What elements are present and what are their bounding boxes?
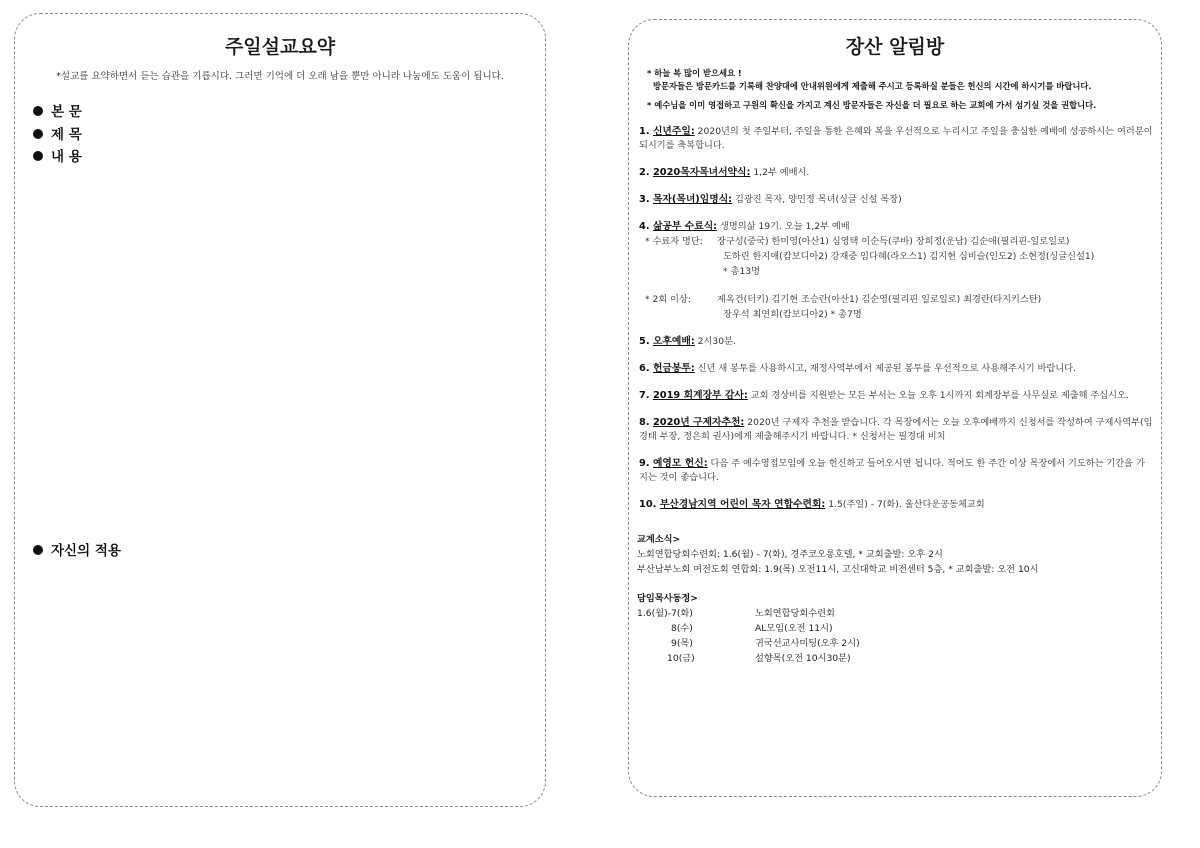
pastor-schedule-table — [637, 606, 1153, 666]
item-heading: 신년주일: — [652, 126, 695, 137]
item-heading: 헌금봉투: — [652, 363, 695, 374]
announcement-item — [639, 166, 1153, 180]
bullet-application — [33, 539, 121, 559]
graduates-list — [639, 234, 1153, 322]
item-number: 8. — [639, 417, 650, 428]
item-number: 5. — [639, 336, 650, 347]
item-text: 2020년의 첫 주일부터, 주일을 통한 은혜와 복을 우선적으로 누리시고 주일을 충심한 예배에 성공하시는 여러분이 되시기를 축복합니다. — [639, 126, 1153, 151]
item-number: 10. — [639, 499, 657, 510]
graduates-line: 도하린 한지애(캄보디아2) 강재중 임다혜(라오스1) 김지현 심비슬(인도2) 소현정(싱글신설1) — [723, 251, 1095, 262]
announcement-list — [639, 125, 1153, 512]
announcement-item — [639, 389, 1153, 403]
pastor-schedule-heading: 담임목사동정> — [637, 593, 698, 604]
schedule-event: 설향목(오전 10시30분) — [755, 653, 851, 664]
notice-greeting: * 하늘 복 많이 받으세요 ! — [647, 68, 742, 78]
announcement-item — [639, 457, 1153, 485]
bullet-label: 내 용 — [51, 149, 82, 165]
item-text: 신년 새 봉투를 사용하시고, 재정사역부에서 제공된 봉투를 우선적으로 사용해주시기 바랍니다. — [697, 363, 1076, 374]
sermon-summary-subtitle: *설교를 요약하면서 듣는 습관을 기릅시다. 그러면 기억에 더 오래 남을 뿐만 아니라 나눔에도 도움이 됩니다. — [56, 71, 504, 82]
item-text: 1.5(주일) - 7(화). 울산다운공동체교회 — [828, 499, 985, 510]
bullet-content — [33, 145, 82, 165]
item-heading: 오후예배: — [652, 336, 695, 347]
schedule-date: 8(수) — [671, 623, 693, 634]
church-news-line: 노회연합당회수련회: 1.6(월) - 7(화), 경주코오롱호텔, * 교회출발: 오후 2시 — [637, 549, 943, 560]
announcement-item — [639, 335, 1153, 349]
schedule-date: 10(금) — [667, 653, 695, 664]
schedule-date: 9(목) — [671, 638, 693, 649]
announcement-item — [639, 416, 1153, 444]
item-number: 6. — [639, 363, 650, 374]
item-number: 7. — [639, 390, 650, 401]
announcement-item — [639, 498, 1153, 512]
schedule-row — [637, 651, 1153, 666]
graduates-line: 제옥건(터키) 김기현 조승란(아산1) 김순영(필리핀 일로일로) 최경란(타지키스탄) — [717, 294, 1042, 305]
announcement-item — [639, 220, 1153, 322]
item-heading: 목자(목녀)임명식: — [652, 194, 733, 205]
item-heading: 삶공부 수료식: — [652, 221, 718, 232]
item-text: 김광진 목자, 양민정 목녀(싱글 신설 목장) — [735, 194, 902, 205]
bullet-label: 본 문 — [51, 104, 82, 120]
schedule-date: 1.6(월)-7(화) — [637, 608, 693, 619]
notice-believers: * 예수님을 이미 영접하고 구원의 확신을 가지고 계신 방문자들은 자신을 더 필요로 하는 교회에 가서 섬기실 것을 권합니다. — [647, 100, 1097, 110]
schedule-event: 귀국선교사미팅(오후 2시) — [755, 638, 860, 649]
church-news-line: 부산남부노회 여전도회 연합회: 1.9(목) 오전11시, 고신대학교 비전센터 5층, * 교회출발: 오전 10시 — [637, 564, 1039, 575]
item-number: 4. — [639, 221, 650, 232]
graduates-label: * 2회 이상: — [645, 294, 692, 305]
bullet-dot-icon — [33, 151, 43, 161]
item-number: 3. — [639, 194, 650, 205]
item-text: 2020년 구제자 추천을 받습니다. 각 목장에서는 오늘 오후예배까지 신청서를 작성하여 구제사역부(임경태 부장, 정은희 권사)에게 제출해주시기 바랍니다. * 신청서는 필경대 비치 — [639, 417, 1153, 442]
item-number: 9. — [639, 458, 650, 469]
bullet-title — [33, 123, 82, 143]
schedule-event: AL모임(오전 11시) — [755, 623, 833, 634]
announcements-title: 장산 알림방 — [845, 36, 945, 58]
item-number: 2. — [639, 167, 650, 178]
schedule-row — [637, 636, 1153, 651]
item-heading: 부산경남지역 어린이 목자 연합수련회: — [659, 499, 826, 510]
item-heading: 2020년 구제자추천: — [652, 417, 745, 428]
announcement-item — [639, 362, 1153, 376]
bullet-dot-icon — [33, 106, 43, 116]
bullet-label: 제 목 — [51, 127, 82, 143]
church-news-section — [637, 532, 1153, 577]
schedule-event: 노회연합당회수련회 — [755, 608, 835, 619]
graduates-line: 장우석 최연희(캄보디아2) * 총7명 — [723, 309, 862, 320]
item-text: 2시30분. — [697, 336, 736, 347]
church-news-heading: 교계소식> — [637, 534, 681, 545]
sermon-summary-title: 주일설교요약 — [224, 36, 336, 58]
item-text: 1,2부 예배시. — [753, 167, 810, 178]
sermon-summary-panel — [14, 13, 546, 807]
announcement-item — [639, 193, 1153, 207]
announcement-item — [639, 125, 1153, 153]
item-heading: 예영모 헌신: — [652, 458, 708, 469]
bullet-dot-icon — [33, 545, 43, 555]
item-text: 다음 주 예수영접모임에 오늘 헌신하고 들어오시면 됩니다. 적어도 한 주간 이상 목장에서 기도하는 기간을 가지는 것이 좋습니다. — [639, 458, 1145, 483]
graduates-label: * 수료자 명단: — [645, 236, 703, 247]
notice-visitors: 방문자들은 방문카드를 기록해 찬양대에 안내위원에게 제출해 주시고 등록하실 분들은 헌신의 시간에 하시기를 바랍니다. — [653, 81, 1092, 91]
graduates-line: 장구성(중국) 한미영(아산1) 심영택 이순득(쿠바) 장희정(운남) 김순애(필리핀-일로일로) — [717, 236, 1070, 247]
bullet-dot-icon — [33, 129, 43, 139]
item-text: 생명의삶 19기. 오늘 1,2부 예배 — [720, 221, 850, 232]
item-heading: 2020목자목녀서약식: — [652, 167, 751, 178]
bullet-scripture — [33, 100, 82, 120]
item-text: 교회 경상비를 지원받는 모든 부서는 오늘 오후 1시까지 회계장부를 사무실로 제출해 주십시오. — [750, 390, 1129, 401]
schedule-row — [637, 621, 1153, 636]
bullet-label: 자신의 적용 — [51, 543, 121, 559]
announcements-panel — [628, 19, 1162, 797]
item-heading: 2019 회계장부 감사: — [652, 390, 748, 401]
schedule-row — [637, 606, 1153, 621]
item-number: 1. — [639, 126, 650, 137]
pastor-schedule-section — [637, 591, 1153, 666]
graduates-total: * 총13명 — [723, 266, 760, 277]
